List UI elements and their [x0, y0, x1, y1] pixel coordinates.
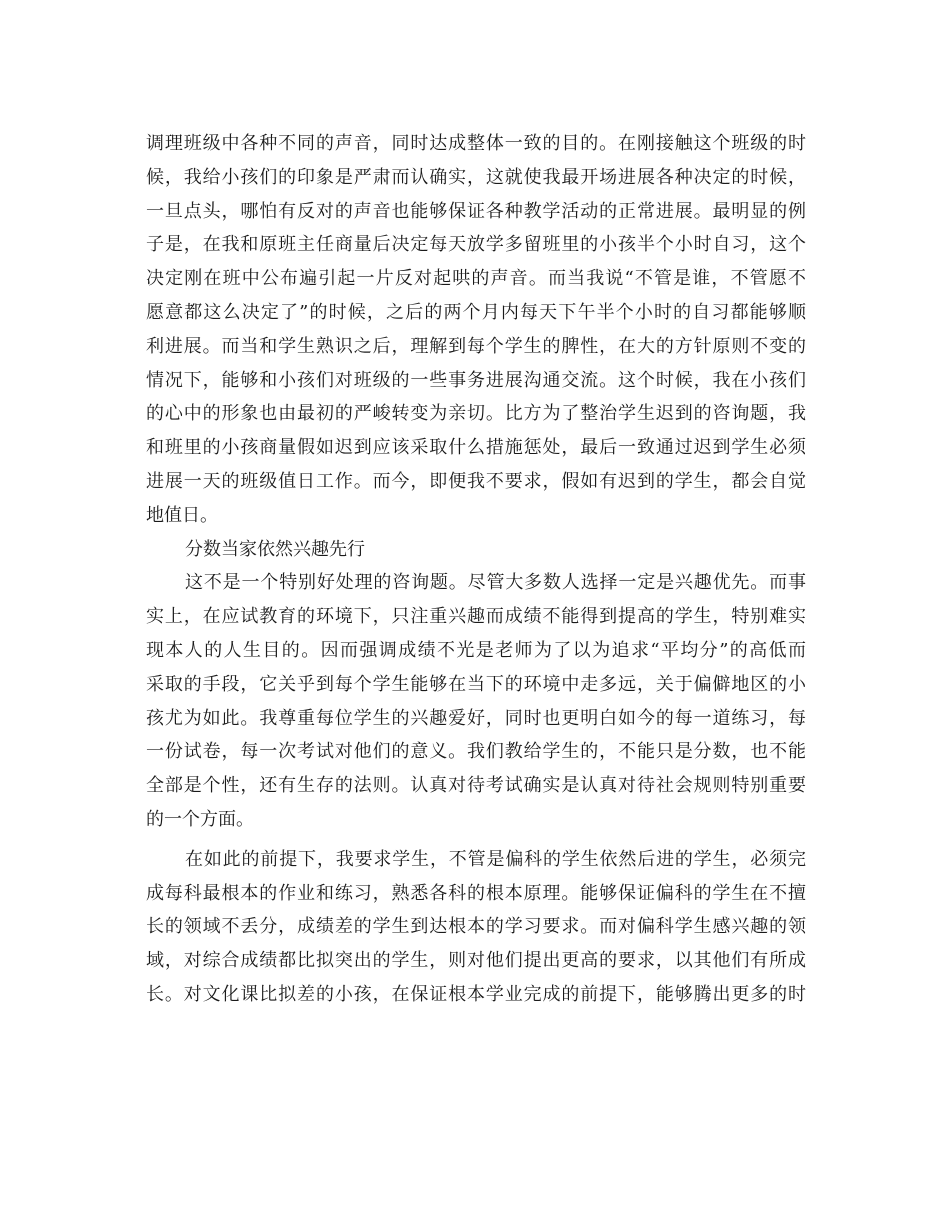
- text-line: 进展一天的班级值日工作。而今，即便我不要求，假如有迟到的学生，都会自觉: [146, 470, 806, 492]
- text-line: 的一个方面。: [146, 808, 254, 830]
- text-line: 利进展。而当和学生熟识之后，理解到每个学生的脾性，在大的方针原则不变的: [146, 335, 806, 357]
- text-line: 情况下，能够和小孩们对班级的一些事务进展沟通交流。这个时候，我在小孩们: [146, 369, 806, 391]
- paragraph-requirements: [146, 843, 806, 1012]
- text-line: 全部是个性，还有生存的法则。认真对待考试确实是认真对待社会规则特别重要: [146, 775, 806, 797]
- text-line: 和班里的小孩商量假如迟到应该采取什么措施惩处，最后一致通过迟到学生必须: [146, 437, 806, 459]
- text-line: 这不是一个特别好处理的咨询题。尽管大多数人选择一定是兴趣优先。而事: [185, 572, 806, 594]
- text-line: 实上，在应试教育的环境下，只注重兴趣而成绩不能得到提高的学生，特别难实: [146, 606, 806, 628]
- text-line: 长。对文化课比拟差的小孩，在保证根本学业完成的前提下，能够腾出更多的时: [146, 983, 806, 1005]
- heading-text: 分数当家依然兴趣先行: [185, 538, 365, 560]
- document-body: [146, 127, 806, 1012]
- text-line: 决定刚在班中公布遍引起一片反对起哄的声音。而当我说“不管是谁，不管愿不: [146, 268, 806, 290]
- paragraph-scores-vs-interest: [146, 566, 806, 836]
- text-line: 一旦点头，哪怕有反对的声音也能够保证各种教学活动的正常进展。最明显的例: [146, 200, 806, 222]
- text-line: 子是，在我和原班主任商量后决定每天放学多留班里的小孩半个小时自习，这个: [146, 234, 806, 256]
- text-line: 在如此的前提下，我要求学生，不管是偏科的学生依然后进的学生，必须完: [185, 848, 806, 870]
- text-line: 地值日。: [146, 504, 218, 526]
- text-line: 候，我给小孩们的印象是严肃而认确实，这就使我最开场进展各种决定的时候，: [146, 166, 806, 188]
- paragraph-classroom-management: [146, 127, 806, 533]
- text-line: 现本人的人生目的。因而强调成绩不光是老师为了以为追求“平均分”的高低而: [146, 639, 806, 661]
- text-line: 长的领域不丢分，成绩差的学生到达根本的学习要求。而对偏科学生感兴趣的领: [146, 916, 806, 938]
- text-line: 采取的手段，它关乎到每个学生能够在当下的环境中走多远，关于偏僻地区的小: [146, 673, 806, 695]
- text-line: 的心中的形象也由最初的严峻转变为亲切。比方为了整治学生迟到的咨询题，我: [146, 403, 806, 425]
- text-line: 孩尤为如此。我尊重每位学生的兴趣爱好，同时也更明白如今的每一道练习，每: [146, 707, 806, 729]
- text-line: 成每科最根本的作业和练习，熟悉各科的根本原理。能够保证偏科的学生在不擅: [146, 882, 806, 904]
- text-line: 域，对综合成绩都比拟突出的学生，则对他们提出更高的要求，以其他们有所成: [146, 950, 806, 972]
- section-heading: [146, 533, 806, 567]
- text-line: 愿意都这么决定了”的时候，之后的两个月内每天下午半个小时的自习都能够顺: [146, 301, 806, 323]
- text-line: 调理班级中各种不同的声音，同时达成整体一致的目的。在刚接触这个班级的时: [146, 133, 806, 154]
- text-line: 一份试卷，每一次考试对他们的意义。我们教给学生的，不能只是分数，也不能: [146, 741, 806, 763]
